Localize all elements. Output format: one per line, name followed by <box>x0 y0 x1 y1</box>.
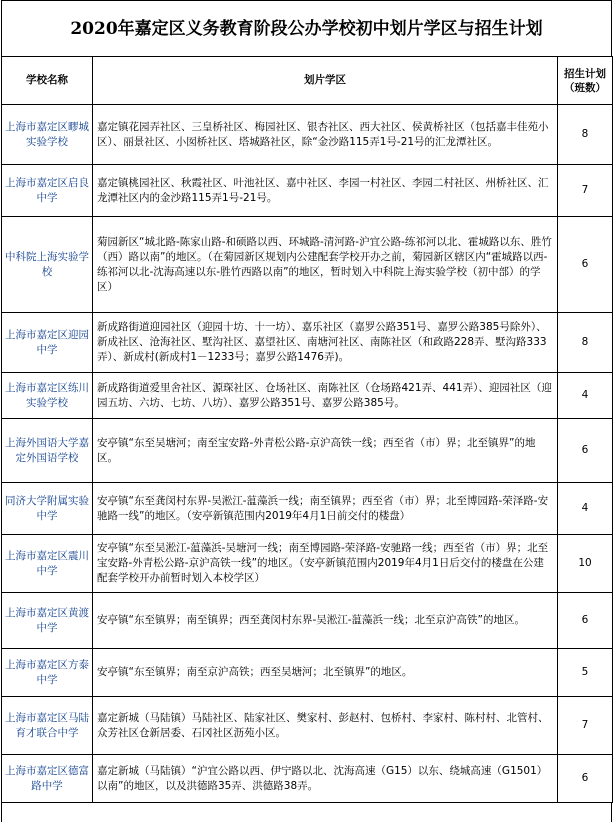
school-name: 同济大学附属实验中学 <box>2 483 93 535</box>
class-count: 10 <box>558 535 613 593</box>
class-count: 4 <box>558 373 613 419</box>
school-name: 上海市嘉定区黄渡中学 <box>2 593 93 649</box>
table-row <box>2 755 613 803</box>
area-description: 安亭镇“东至镇界；南至京沪高铁；西至吴塘河；北至镇界”的地区。 <box>93 649 558 697</box>
header-plan: 招生计划（班数） <box>558 57 613 105</box>
area-description: 安亭镇“东至吴塘河；南至宝安路-外青松公路-京沪高铁一线；西至省（市）界；北至镇界”的地区。 <box>93 419 558 483</box>
area-description: 菊园新区“城北路-陈家山路-和硕路以西、环城路-清河路-沪宜公路-练祁河以北、霍城路以东、胜竹（西）路以南”的地区。（在菊园新区规划内公建配套学校开办之前，菊园新区辖区内“霍城路以西-练祁河以北-沈海高速以东-胜竹西路以南”的地区，暂时划入中科院上海实验学校（初中部）的学区） <box>93 217 558 313</box>
table-row <box>2 593 613 649</box>
school-name: 上海市嘉定区疁城实验学校 <box>2 105 93 165</box>
area-description: 新成路街道迎园社区（迎园十坊、十一坊）、嘉乐社区（嘉罗公路351号、嘉罗公路385号除外）、新成社区、沧海社区、墅沟社区、嘉望社区、南塘河社区、南陈社区（和政路228弄、墅沟路333弄）、新成村(新成村1－1233号；嘉罗公路1476弄)。 <box>93 313 558 373</box>
table-continuation <box>1 803 612 822</box>
area-description: 嘉定镇桃园社区、秋霞社区、叶池社区、嘉中社区、李园一村社区、李园二村社区、州桥社区、汇龙潭社区内的金沙路115弄1号-21号。 <box>93 165 558 217</box>
header-area: 划片学区 <box>93 57 558 105</box>
table-row <box>2 535 613 593</box>
class-count: 4 <box>558 483 613 535</box>
plan-sheet <box>1 0 612 822</box>
area-description: 安亭镇“东至龚闵村东界-吴淞江-蕰藻浜一线；南至镇界；西至省（市）界；北至博园路-荣泽路-安驰路一线”的地区。（安亭新镇范围内2019年4月1日前交付的楼盘） <box>93 483 558 535</box>
table-row <box>2 419 613 483</box>
school-name: 上海市嘉定区启良中学 <box>2 165 93 217</box>
class-count: 6 <box>558 217 613 313</box>
class-count: 6 <box>558 593 613 649</box>
page-title: 2020年嘉定区义务教育阶段公办学校初中划片学区与招生计划 <box>1 0 612 56</box>
class-count: 7 <box>558 165 613 217</box>
area-description: 安亭镇“东至镇界；南至镇界；西至龚闵村东界-吴淞江-蕰藻浜一线；北至京沪高铁”的地区。 <box>93 593 558 649</box>
area-description: 安亭镇“东至吴淞江-蕰藻浜-吴塘河一线；南至博园路-荣泽路-安驰路一线；西至省（市）界；北至宝安路-外青松公路-京沪高铁一线”的地区。（安亭新镇范围内2019年4月1日后交付的楼盘在公建配套学校开办前暂时划入本校学区） <box>93 535 558 593</box>
header-school: 学校名称 <box>2 57 93 105</box>
table-row <box>2 483 613 535</box>
table-row <box>2 313 613 373</box>
enrollment-table <box>1 56 613 803</box>
school-name: 上海市嘉定区马陆育才联合中学 <box>2 697 93 755</box>
table-row <box>2 697 613 755</box>
class-count: 5 <box>558 649 613 697</box>
school-name: 上海市嘉定区德富路中学 <box>2 755 93 803</box>
class-count: 6 <box>558 755 613 803</box>
table-row <box>2 165 613 217</box>
header-row <box>2 57 613 105</box>
class-count: 7 <box>558 697 613 755</box>
table-row <box>2 649 613 697</box>
table-row <box>2 105 613 165</box>
school-name: 上海市嘉定区练川实验学校 <box>2 373 93 419</box>
class-count: 8 <box>558 105 613 165</box>
school-name: 上海外国语大学嘉定外国语学校 <box>2 419 93 483</box>
area-description: 嘉定新城（马陆镇）马陆社区、陆家社区、樊家村、彭赵村、包桥村、李家村、陈村村、北管村、众芳社区仓新居委、石冈社区沥苑小区。 <box>93 697 558 755</box>
school-name: 中科院上海实验学校 <box>2 217 93 313</box>
class-count: 6 <box>558 419 613 483</box>
school-name: 上海市嘉定区方泰中学 <box>2 649 93 697</box>
school-name: 上海市嘉定区迎园中学 <box>2 313 93 373</box>
class-count: 8 <box>558 313 613 373</box>
school-name: 上海市嘉定区震川中学 <box>2 535 93 593</box>
table-row <box>2 373 613 419</box>
area-description: 新成路街道爱里舍社区、源琛社区、仓场社区、南陈社区（仓场路421弄、441弄）、迎园社区（迎园五坊、六坊、七坊、八坊）、嘉罗公路351号、嘉罗公路385号。 <box>93 373 558 419</box>
area-description: 嘉定新城（马陆镇）“沪宜公路以西、伊宁路以北、沈海高速（G15）以东、绕城高速（G1501）以南”的地区，以及洪德路35弄、洪德路38弄。 <box>93 755 558 803</box>
table-row <box>2 217 613 313</box>
area-description: 嘉定镇花园弄社区、三皇桥社区、梅园社区、银杏社区、西大社区、侯黄桥社区（包括嘉丰佳苑小区）、丽景社区、小囡桥社区、塔城路社区，除“金沙路115弄1号-21号的汇龙潭社区。 <box>93 105 558 165</box>
